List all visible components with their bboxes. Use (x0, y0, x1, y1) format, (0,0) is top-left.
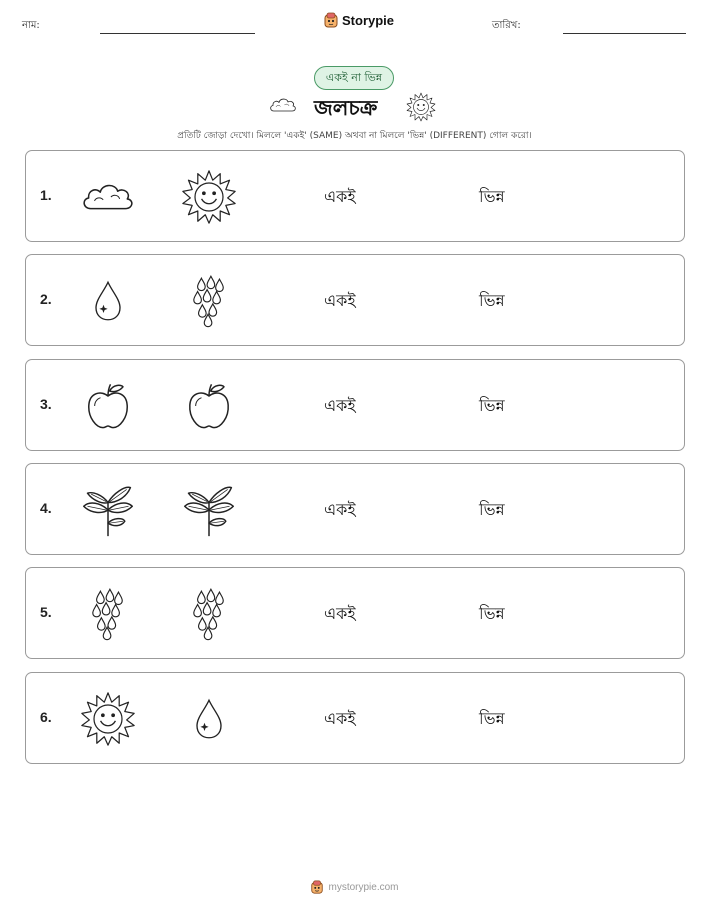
same-option[interactable]: একই (324, 395, 356, 415)
storypie-logo-icon (323, 12, 339, 28)
plant-icon (179, 480, 239, 540)
worksheet-title: জলচক্র (314, 96, 378, 120)
different-option[interactable]: ভিন্ন (479, 187, 505, 206)
brand-name: Storypie (342, 12, 395, 28)
question-number: 4. (40, 499, 52, 516)
question-row (25, 567, 685, 659)
brand-logo (323, 12, 394, 28)
water-drop-icon (179, 689, 239, 749)
storypie-logo-icon (310, 880, 324, 894)
title-row (266, 92, 446, 122)
name-label: নাম: (22, 20, 40, 31)
different-option[interactable]: ভিন্ন (479, 604, 505, 624)
apple-icon (78, 376, 138, 436)
different-option[interactable]: ভিন্ন (479, 291, 505, 311)
raindrops-icon (179, 271, 239, 331)
sun-icon (179, 167, 239, 227)
cloud-icon (78, 167, 138, 227)
question-number: 5. (40, 604, 52, 621)
question-row (25, 150, 685, 242)
different-option[interactable]: ভিন্ন (479, 708, 505, 728)
same-option[interactable]: একই (324, 499, 356, 519)
plant-icon (78, 480, 138, 540)
same-option[interactable]: একই (324, 604, 356, 624)
water-drop-icon (78, 271, 138, 331)
question-number: 6. (40, 708, 52, 725)
raindrops-icon (78, 584, 138, 644)
different-option[interactable]: ভিন্ন (479, 499, 505, 519)
question-number: 2. (40, 291, 52, 308)
same-option[interactable]: একই (324, 708, 356, 728)
question-row (25, 254, 685, 346)
question-row (25, 672, 685, 764)
same-option[interactable]: একই (324, 187, 356, 206)
worksheet-header (0, 0, 709, 40)
date-label: তারিখ: (492, 20, 521, 31)
question-row (25, 463, 685, 555)
same-option[interactable]: একই (324, 291, 356, 311)
sun-icon (78, 689, 138, 749)
name-write-line (100, 33, 255, 34)
apple-icon (179, 376, 239, 436)
raindrops-icon (179, 584, 239, 644)
different-option[interactable]: ভিন্ন (479, 395, 505, 415)
date-write-line (563, 33, 686, 34)
question-row (25, 359, 685, 451)
worksheet-type-badge: একই না ভিন্ন (314, 66, 394, 90)
footer (0, 880, 709, 894)
question-number: 3. (40, 395, 52, 412)
cloud-icon (268, 94, 298, 116)
question-number: 1. (40, 187, 52, 203)
sun-icon (406, 92, 436, 122)
footer-url: mystorypie.com (328, 881, 399, 893)
instruction-text: প্রতিটি জোড়া দেখো। মিললে 'একই' (SAME) অথবা না মিললে 'ভিন্ন' (DIFFERENT) গোল করো। (177, 131, 532, 141)
